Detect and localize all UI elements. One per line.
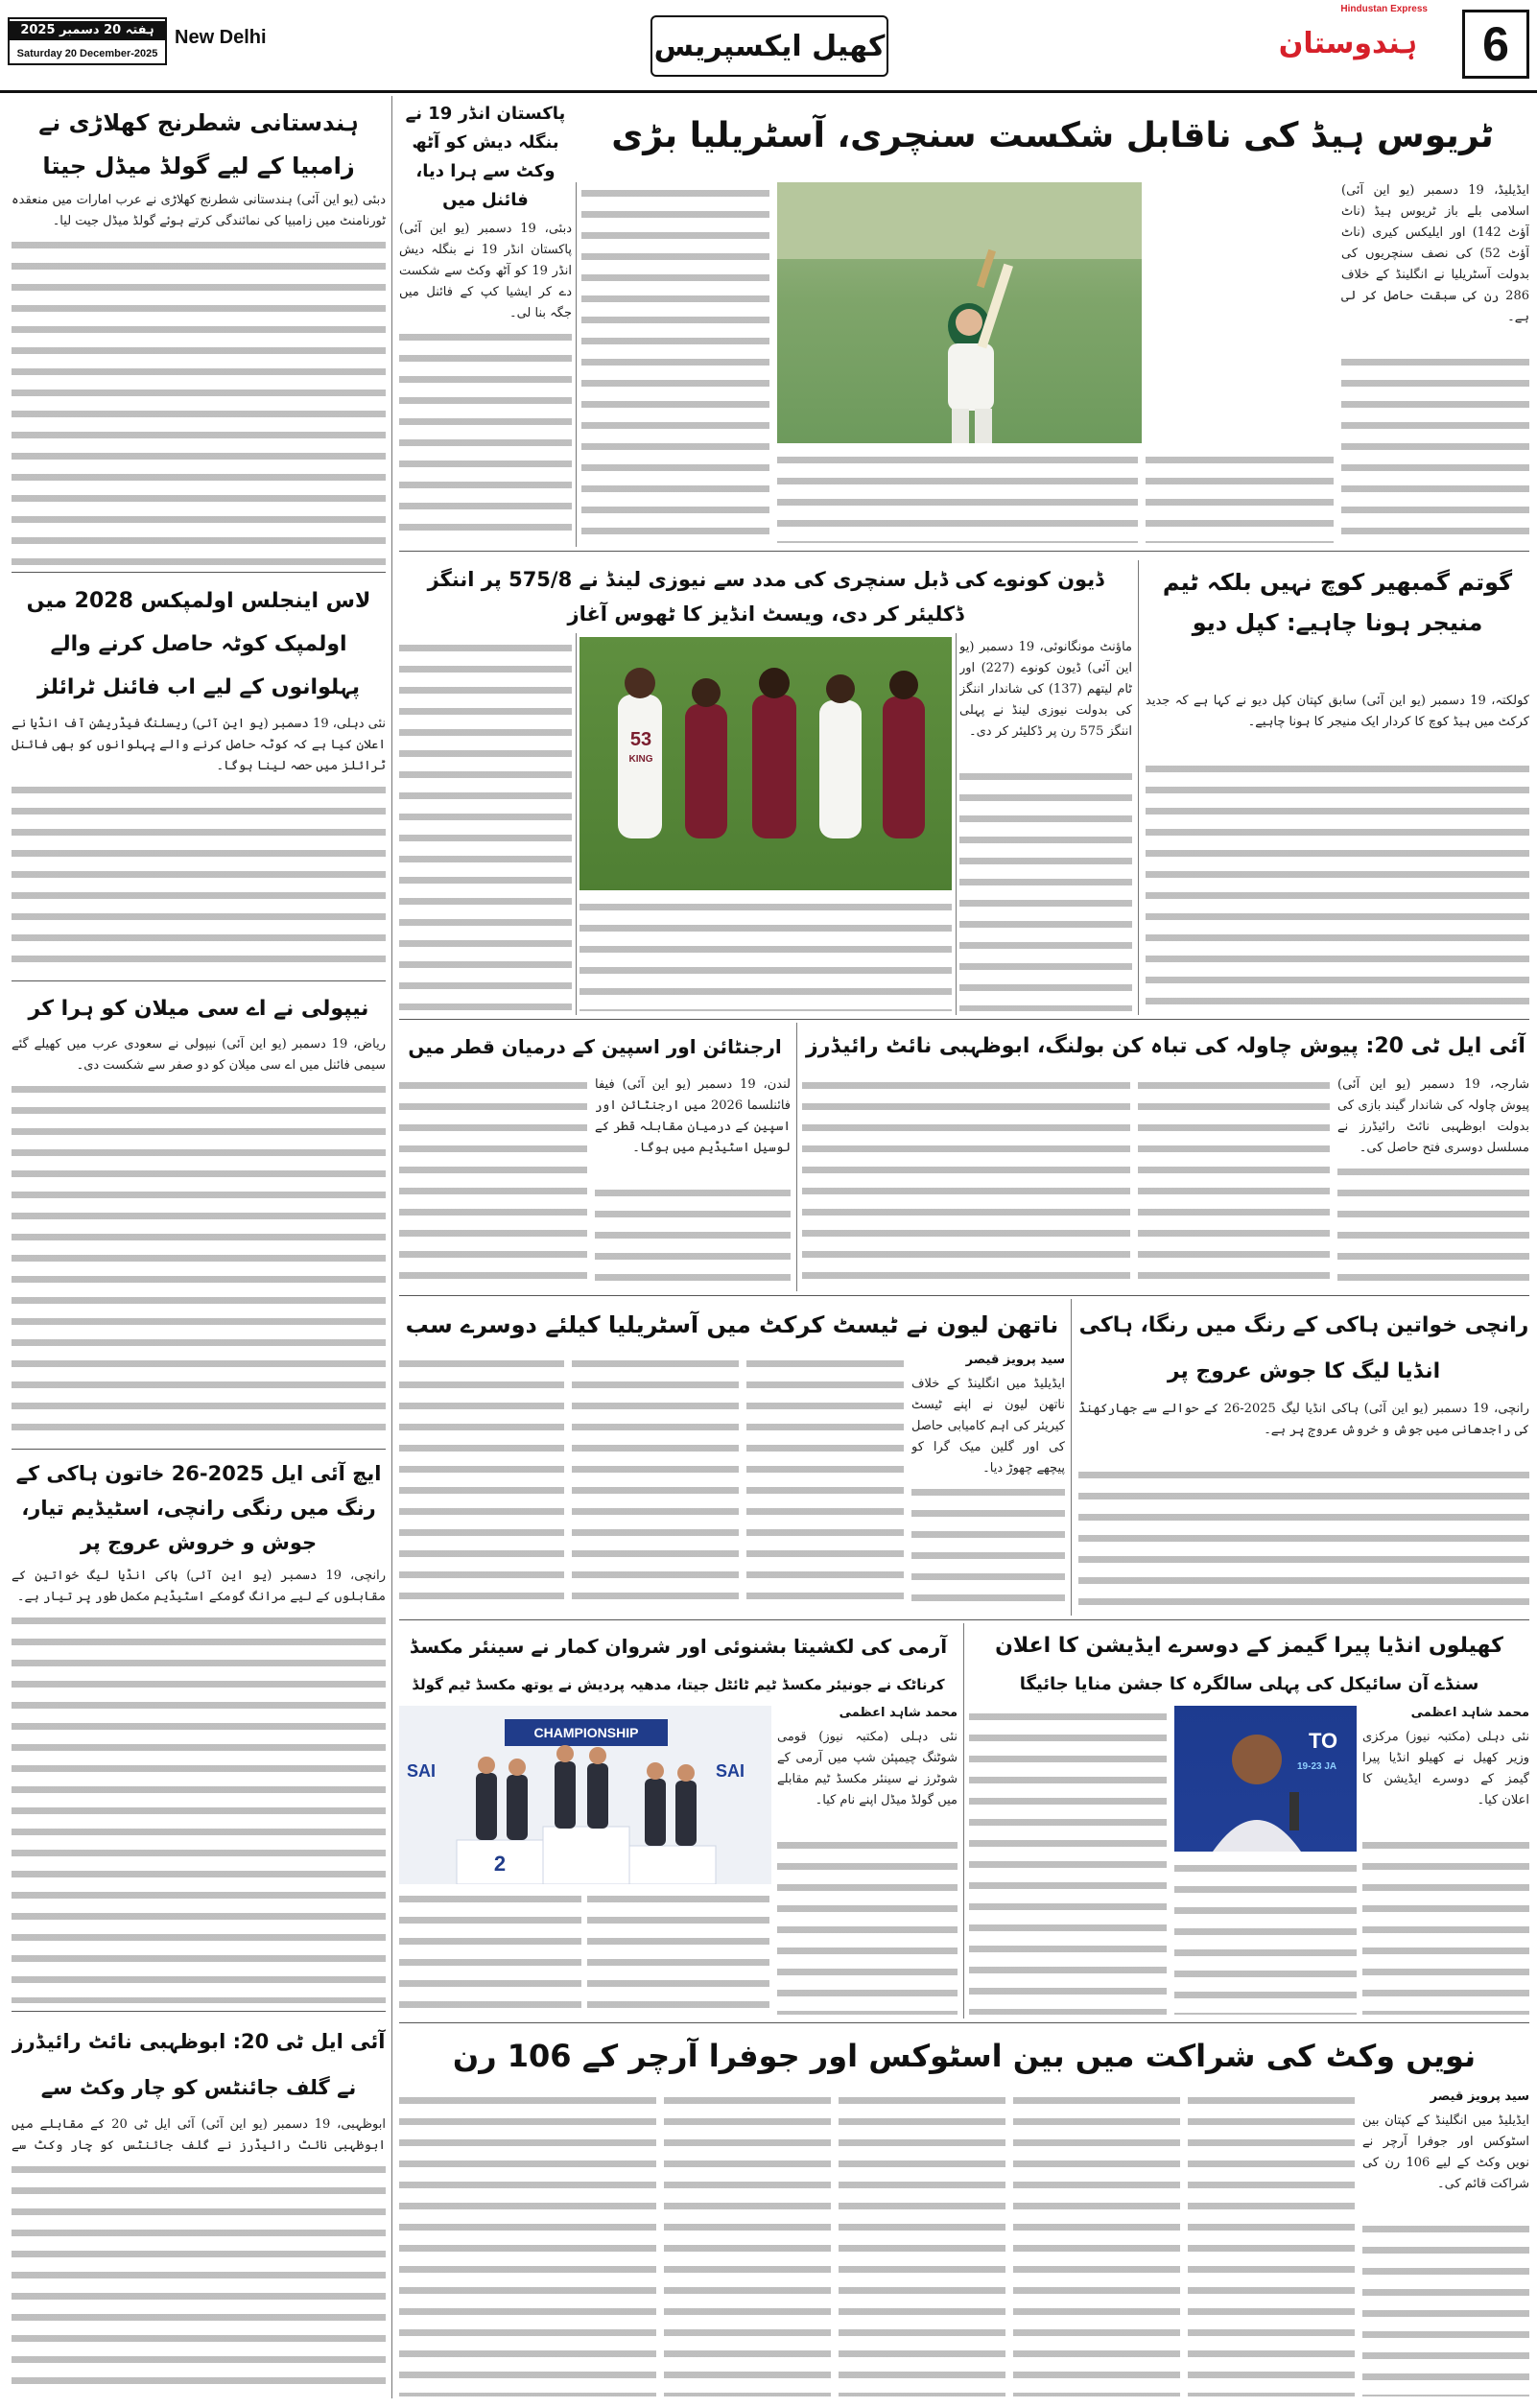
article-body xyxy=(12,779,386,975)
article-body xyxy=(12,2159,386,2393)
headline: آئی ایل ٹی 20: پیوش چاولہ کی تباہ کن بولنگ، ابوظہبی نائٹ رائیڈرز xyxy=(806,1034,1525,1058)
article-body xyxy=(839,2089,1005,2396)
article-lead: رانچی، 19 دسمبر (یو این آئی) ہاکی انڈیا لیگ خواتین کے مقابلوں کے لیے مرانگ گومکے اسٹیڈیم مکمل طور پر تیار ہے۔ xyxy=(12,1569,386,1604)
article-body xyxy=(12,1610,386,2003)
article-body xyxy=(572,1353,739,1610)
column-rule xyxy=(1138,560,1139,1015)
article-body xyxy=(399,326,572,543)
divider xyxy=(12,1449,386,1450)
article-body xyxy=(1013,2089,1180,2396)
article-lead: شارجہ، 19 دسمبر (یو این آئی) پیوش چاولہ کی شاندار گیند بازی کی بدولت ابوظہبی نائٹ رائیڈرز نے مسلسل دوسری فتح حاصل کی۔ xyxy=(1337,1077,1529,1155)
date-urdu: ہفتہ 20 دسمبر 2025 xyxy=(10,21,165,40)
column-rule xyxy=(1071,1299,1072,1616)
divider xyxy=(399,551,1529,552)
speaker-icon xyxy=(1174,1706,1357,1852)
article-body xyxy=(399,1888,581,2015)
column-rule xyxy=(576,182,577,547)
championship-banner: CHAMPIONSHIP xyxy=(505,1719,668,1746)
divider xyxy=(399,1295,1529,1296)
column-rule xyxy=(576,633,577,1015)
minister-photo xyxy=(1174,1706,1357,1852)
byline: محمد شاہد اعظمی xyxy=(1410,1706,1529,1720)
sai-logo-left: SAI xyxy=(407,1761,437,1781)
article-body xyxy=(399,2089,656,2396)
article-body xyxy=(746,1353,904,1610)
article-body xyxy=(1337,1161,1529,1287)
shooting-podium-photo xyxy=(399,1706,771,1884)
article-lead: کولکتہ، 19 دسمبر (یو این آئی) سابق کپتان کپل دیو نے کہا ہے کہ جدید کرکٹ میں ہیڈ کوچ کا کردار ایک منیجر کا ہونا چاہیے۔ xyxy=(1146,694,1529,729)
article-lead: ریاض، 19 دسمبر (یو این آئی) نیپولی نے سعودی عرب میں کھیلے گئے سیمی فائنل میں اے سی میلان کو دو صفر سے شکست دی۔ xyxy=(12,1037,386,1073)
article-body xyxy=(1138,1074,1330,1287)
headline: ناتھن لیون نے ٹیسٹ کرکٹ میں آسٹریلیا کیلئے دوسرے سب xyxy=(405,1311,1059,1338)
article-body xyxy=(664,2089,831,2396)
article-lead: ایڈیلیڈ، 19 دسمبر (یو این آئی) اسلامی بلے باز ٹریوس ہیڈ (ناٹ آؤٹ 142) اور ایلیکس کیری (ناٹ آؤٹ 52) کی نصف سنچریوں کی بدولت آسٹریلیا نے انگلینڈ کے خلاف 286 رن کی سبقت حاصل کر لی ہے۔ xyxy=(1341,183,1529,324)
divider xyxy=(399,1619,1529,1620)
headline: پاکستان انڈر 19 نے بنگلہ دیش کو آٹھ وکٹ سے ہرا دیا، فائنل میں xyxy=(405,104,566,210)
article-body xyxy=(595,1182,791,1287)
article-body xyxy=(969,1706,1167,2015)
article-body xyxy=(1362,2218,1529,2396)
divider xyxy=(399,1019,1529,1020)
article-body xyxy=(1078,1464,1529,1610)
byline: محمد شاہد اعظمی xyxy=(839,1706,958,1720)
section-title: کھیل ایکسپریس xyxy=(653,30,886,63)
podium-number: 2 xyxy=(493,1852,507,1876)
sai-logo-right: SAI xyxy=(716,1761,745,1781)
date-box xyxy=(8,17,167,65)
article-lead: ایڈیلیڈ میں انگلینڈ کے خلاف ناتھن لیون نے اپنے ٹیسٹ کیریئر کی اہم کامیابی حاصل کی اور گلین میک گرا کو پیچھے چھوڑ دیا۔ xyxy=(911,1377,1065,1475)
article-body xyxy=(802,1074,1130,1287)
article-lead: ابوظہبی، 19 دسمبر (یو این آئی) آئی ایل ٹی 20 کے مقابلے میں ابوظہبی نائٹ رائیڈرز نے گلف جائنٹس کو چار وکٹ سے xyxy=(12,2117,386,2153)
headline: نیپولی نے اے سی میلان کو ہرا کر xyxy=(28,997,369,1021)
left-column-rule xyxy=(391,96,392,2398)
subheadline: کرناٹک نے جونیئر مکسڈ ٹیم ٹائٹل جیتا، مدھیہ پردیش نے یوتھ مکسڈ ٹیم گولڈ xyxy=(412,1676,945,1693)
column-rule xyxy=(963,1623,964,2018)
byline: سید پرویز قیصر xyxy=(1430,2089,1529,2104)
west-indies-photo xyxy=(579,637,952,890)
headline: ایچ آئی ایل 2025-26 خاتون ہاکی کے رنگ میں رنگی رانچی، اسٹیڈیم تیار، جوش و خروش عروج پر xyxy=(15,1462,382,1554)
subheadline: سنڈے آن سائیکل کی پہلی سالگرہ کا جشن منایا جائیگا xyxy=(1019,1674,1479,1694)
byline: سید پرویز قیصر xyxy=(965,1353,1065,1367)
headline: گوتم گمبھیر کوچ نہیں بلکہ ٹیم منیجر ہونا چاہیے: کپل دیو xyxy=(1162,569,1513,636)
masthead-rule xyxy=(0,90,1537,93)
jersey-number: 53 xyxy=(629,729,652,750)
headline: ہندستانی شطرنج کھلاڑی نے زامبیا کے لیے گولڈ میڈل جیتا xyxy=(38,109,359,179)
article-body xyxy=(587,1888,769,2015)
jersey-name: KING xyxy=(628,754,653,765)
divider xyxy=(12,572,386,573)
article-body xyxy=(1146,758,1529,1011)
article-lead: دبئی (یو این آئی) ہندستانی شطرنج کھلاڑی نے عرب امارات میں منعقدہ ٹورنامنٹ میں زامبیا کی نمائندگی کرتے ہوئے گولڈ میڈل جیت لیا۔ xyxy=(12,193,386,228)
podium-group-icon xyxy=(399,1706,771,1884)
column-rule xyxy=(956,633,957,1015)
article-lead: ماؤنٹ مونگانوئی، 19 دسمبر (یو این آئی) ڈیون کونوے (227) اور ٹام لیتھم (137) کی شاندار اننگز کی بدولت نیوزی لینڈ نے پہلی اننگز 575 رن پر ڈکلیئر کر دی۔ xyxy=(959,640,1132,739)
lead-headline: ٹریوس ہیڈ کی ناقابل شکست سنچری، آسٹریلیا بڑی xyxy=(611,116,1494,155)
article-body xyxy=(777,1834,958,2015)
article-lead: نئی دہلی (مکتبہ نیوز) مرکزی وزیر کھیل نے کھیلو انڈیا پیرا گیمز کے دوسرے ایڈیشن کا اعلان کیا۔ xyxy=(1362,1730,1529,1807)
headline: رانچی خواتین ہاکی کے رنگ میں رنگا، ہاکی انڈیا لیگ کا جوش عروج پر xyxy=(1078,1313,1529,1383)
headline: آرمی کی لکشیتا بشنوئی اور شروان کمار نے سینئر مکسڈ xyxy=(409,1635,948,1658)
article-body xyxy=(579,896,952,1011)
article-body xyxy=(1146,449,1334,543)
divider xyxy=(12,2011,386,2012)
headline: لاس اینجلس اولمپکس 2028 میں اولمپک کوٹہ حاصل کرنے والے پہلوانوں کے لیے اب فائنل ٹرائلز xyxy=(26,589,371,699)
article-body xyxy=(12,234,386,568)
paper-english: Hindustan Express xyxy=(1340,4,1428,14)
article-body xyxy=(581,182,769,543)
article-body xyxy=(1188,2089,1355,2396)
article-body xyxy=(12,1078,386,1441)
divider xyxy=(399,2022,1529,2023)
article-body xyxy=(1362,1834,1529,2015)
city-label: New Delhi xyxy=(175,27,267,48)
article-body xyxy=(959,766,1132,1011)
article-body xyxy=(777,449,1138,543)
article-lead: ایڈیلیڈ میں انگلینڈ کے کپتان بین اسٹوکس اور جوفرا آرچر نے نویں وکٹ کے لیے 106 رن کی شراکت قائم کی۔ xyxy=(1362,2113,1529,2191)
travis-head-photo xyxy=(777,182,1142,443)
article-lead: نئی دہلی، 19 دسمبر (یو این آئی) ریسلنگ فیڈریشن آف انڈیا نے اعلان کیا ہے کہ کوٹہ حاصل کرنے والے پہلوانوں کو بھی فائنل ٹرائلز میں حصہ لینا ہوگا۔ xyxy=(12,717,386,773)
date-english: Saturday 20 December-2025 xyxy=(16,48,158,59)
event-dates: 19-23 JA xyxy=(1297,1761,1337,1772)
page-number: 6 xyxy=(1482,17,1509,71)
column-rule xyxy=(796,1023,797,1291)
page-number-box xyxy=(1462,10,1529,79)
headline: ڈیون کونوے کی ڈبل سنچری کی مدد سے نیوزی لینڈ نے 575/8 پر اننگز ڈکلیئر کر دی، ویسٹ انڈیز کا ٹھوس آغاز xyxy=(427,568,1104,626)
article-lead: رانچی، 19 دسمبر (یو این آئی) ہاکی انڈیا لیگ 2025-26 کے حوالے سے جھارکھنڈ کی راجدھانی میں جوش و خروش عروج پر ہے۔ xyxy=(1078,1402,1529,1437)
article-lead: دبئی، 19 دسمبر (یو این آئی) پاکستان انڈر 19 نے بنگلہ دیش انڈر 19 کو آٹھ وکٹ سے شکست دے کر ایشیا کپ کے فائنل میں جگہ بنا لی۔ xyxy=(399,222,572,320)
article-lead: لندن، 19 دسمبر (یو این آئی) فیفا فائنلسما 2026 میں ارجنٹائن اور اسپین کے درمیان مقابلہ قطر کے لوسیل اسٹیڈیم میں ہوگا۔ xyxy=(595,1077,791,1155)
event-backdrop: TO xyxy=(1309,1729,1338,1753)
article-body xyxy=(911,1481,1065,1610)
masthead xyxy=(0,0,1537,92)
batsman-celebration-icon xyxy=(777,182,1142,443)
section-title-box xyxy=(650,15,888,77)
article-body xyxy=(399,1074,587,1287)
article-body xyxy=(1341,351,1529,543)
paper-logo: ہندوستان xyxy=(1278,27,1418,60)
article-body xyxy=(1174,1857,1357,2015)
divider xyxy=(12,980,386,981)
article-body xyxy=(399,637,572,1011)
article-body xyxy=(399,1353,564,1610)
headline: آئی ایل ٹی 20: ابوظہبی نائٹ رائیڈرز نے گلف جائنٹس کو چار وکٹ سے xyxy=(12,2030,386,2099)
headline: کھیلوں انڈیا پیرا گیمز کے دوسرے ایڈیشن کا اعلان xyxy=(995,1634,1503,1658)
headline: ارجنٹائن اور اسپین کے درمیان قطر میں xyxy=(408,1035,782,1058)
headline: نویں وکٹ کی شراکت میں بین اسٹوکس اور جوفرا آرچر کے 106 رن xyxy=(452,2038,1477,2074)
article-lead: نئی دہلی (مکتبہ نیوز) قومی شوٹنگ چیمپئن شپ میں آرمی کے شوٹرز نے سینئر مکسڈ ٹیم مقابلے میں گولڈ میڈل اپنے نام کیا۔ xyxy=(777,1730,958,1807)
